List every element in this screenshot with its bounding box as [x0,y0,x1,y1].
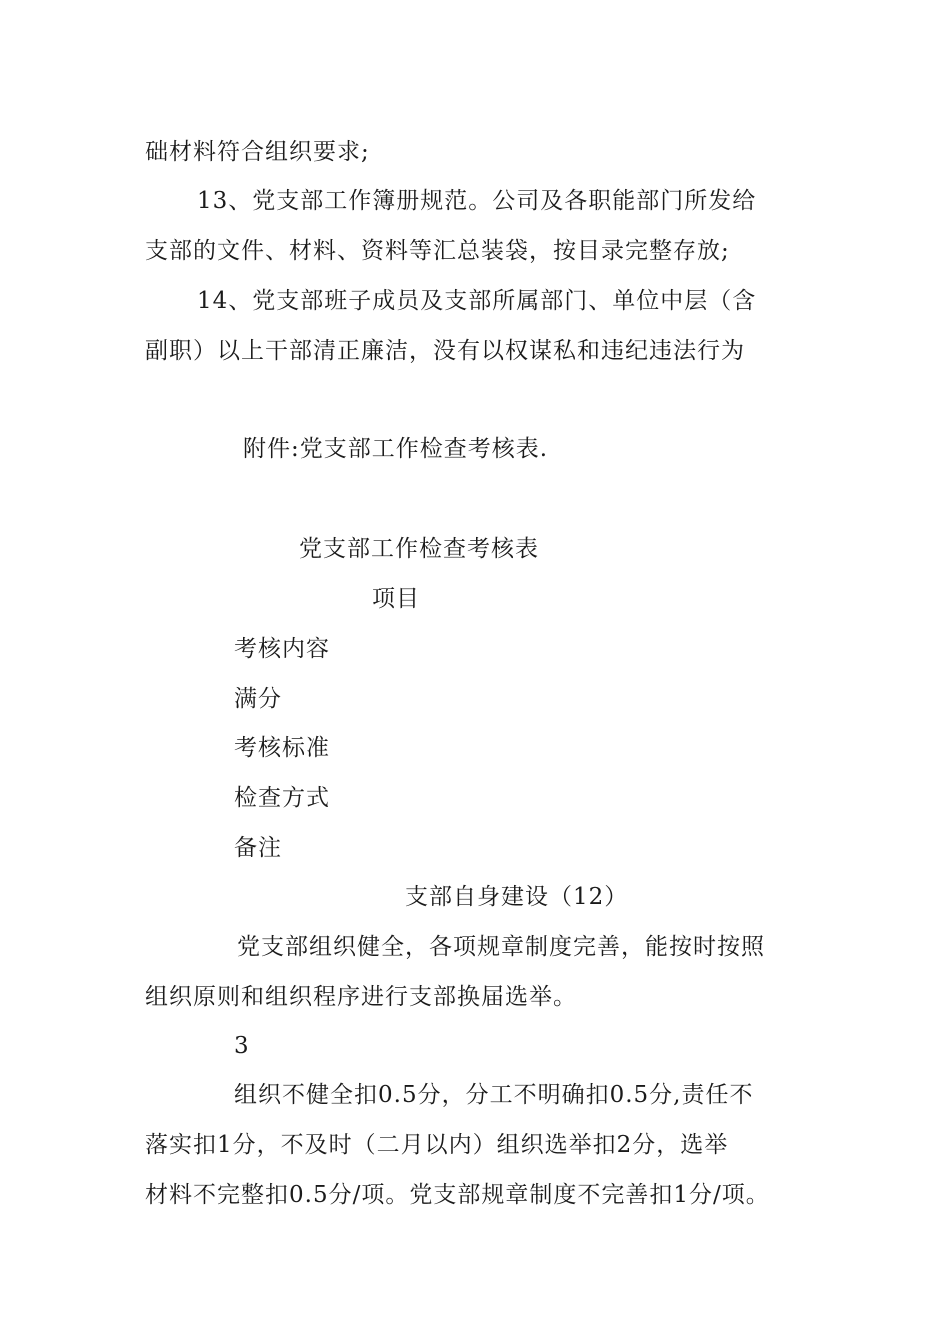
item-standard-line: 材料不完整扣0.5分/项。党支部规章制度不完善扣1分/项。 [145,1182,770,1208]
text-line: 础材料符合组织要求; [145,139,370,165]
table-header-remark: 备注 [234,835,282,861]
text-line: 14、党支部班子成员及支部所属部门、单位中层（含 [197,288,757,314]
section-title: 支部自身建设（12） [405,884,629,910]
item-standard-line: 组织不健全扣0.5分，分工不明确扣0.5分,责任不 [234,1082,754,1108]
attachment-note: 附件:党支部工作检查考核表. [243,436,549,462]
table-header-score: 满分 [234,686,282,712]
table-header-item: 项目 [372,586,420,612]
text-line: 副职）以上干部清正廉洁，没有以权谋私和违纪违法行为 [145,338,745,364]
table-header-standard: 考核标准 [234,735,330,761]
item-content-line: 组织原则和组织程序进行支部换届选举。 [145,984,577,1010]
item-score: 3 [234,1033,250,1059]
table-header-method: 检查方式 [234,785,330,811]
table-header-content: 考核内容 [234,636,330,662]
item-content-line: 党支部组织健全，各项规章制度完善，能按时按照 [237,934,765,960]
text-line: 13、党支部工作簿册规范。公司及各职能部门所发给 [197,188,757,214]
text-line: 支部的文件、材料、资料等汇总装袋，按目录完整存放; [145,238,730,264]
table-title: 党支部工作检查考核表 [299,536,539,562]
item-standard-line: 落实扣1分，不及时（二月以内）组织选举扣2分，选举 [145,1132,729,1158]
